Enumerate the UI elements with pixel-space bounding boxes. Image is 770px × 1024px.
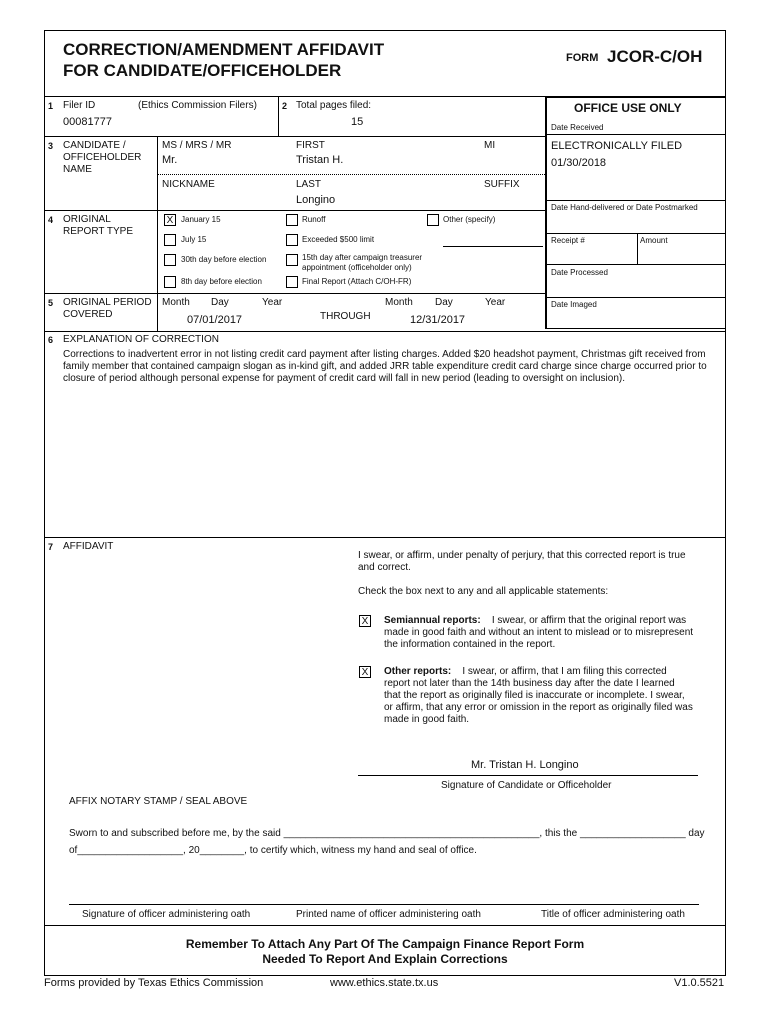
semiannual-checkbox[interactable]: X xyxy=(359,615,371,627)
day8-label: 8th day before election xyxy=(181,277,262,286)
footer-source: Forms provided by Texas Ethics Commission xyxy=(44,977,264,989)
from-date-value[interactable]: 07/01/2017 xyxy=(187,314,243,326)
runoff-checkbox[interactable] xyxy=(286,214,298,226)
notary-stamp-label: AFFIX NOTARY STAMP / SEAL ABOVE xyxy=(69,796,248,807)
filer-id-sublabel: (Ethics Commission Filers) xyxy=(138,100,257,111)
footer-version: V1.0.5521 xyxy=(674,977,725,989)
reminder-line-1: Remember To Attach Any Part Of The Campaign Finance Report Form xyxy=(185,937,585,951)
candidate-label-3: NAME xyxy=(63,164,92,175)
semiannual-title: Semiannual reports: xyxy=(384,615,481,626)
divider xyxy=(157,136,158,331)
day15-label-2: appointment (officeholder only) xyxy=(302,263,412,272)
from-month-label: Month xyxy=(162,297,190,308)
day30-checkbox[interactable] xyxy=(164,254,176,266)
explanation-label: EXPLANATION OF CORRECTION xyxy=(63,334,219,345)
section4-number: 4 xyxy=(48,215,54,225)
through-label: THROUGH xyxy=(320,311,371,322)
to-date-value[interactable]: 12/31/2017 xyxy=(410,314,466,326)
reminder-line-2: Needed To Report And Explain Corrections xyxy=(262,952,508,966)
july15-checkbox[interactable] xyxy=(164,234,176,246)
day15-checkbox[interactable] xyxy=(286,254,298,266)
section6-number: 6 xyxy=(48,335,54,345)
last-name-value[interactable]: Longino xyxy=(296,194,336,206)
exceeded-checkbox[interactable] xyxy=(286,234,298,246)
divider xyxy=(44,537,726,538)
divider xyxy=(545,233,726,234)
runoff-label: Runoff xyxy=(302,215,326,224)
other-label: Other (specify) xyxy=(443,215,496,224)
last-name-label: LAST xyxy=(296,179,322,190)
nickname-label: NICKNAME xyxy=(162,179,215,190)
form-code: JCOR-C/OH xyxy=(607,47,703,66)
office-use-title: OFFICE USE ONLY xyxy=(574,101,682,115)
hand-delivered-label: Date Hand-delivered or Date Postmarked xyxy=(551,203,698,212)
january15-label: January 15 xyxy=(181,215,221,224)
other-reports-title: Other reports: xyxy=(384,666,452,677)
to-month-label: Month xyxy=(385,297,413,308)
officer-signature-label: Signature of officer administering oath xyxy=(82,909,251,920)
divider xyxy=(545,297,726,298)
semiannual-statement xyxy=(384,615,694,651)
receipt-label: Receipt # xyxy=(551,236,585,245)
day30-label: 30th day before election xyxy=(181,255,267,264)
semiannual-text: I swear, or affirm that the original report was made in good faith and without an intent to mislead or to misrepresent the information contained in the report. xyxy=(384,615,694,650)
total-pages-label: Total pages filed: xyxy=(296,100,372,111)
date-received-label: Date Received xyxy=(551,123,604,132)
mi-label: MI xyxy=(484,140,496,151)
sworn-line-1[interactable]: Sworn to and subscribed before me, by the said ______________________________________________, this the ___________________ day xyxy=(69,828,705,839)
other-reports-text: I swear, or affirm, that I am filing this corrected report not later than the 14th business day after the date I learned that the report as originally filed is inaccurate or incomplete. I swear, or affirm, that any error or omission in the report as originally filed was made in good faith. xyxy=(384,666,693,725)
january15-checkbox[interactable]: X xyxy=(164,214,176,226)
form-label: FORM xyxy=(566,52,599,64)
date-processed-label: Date Processed xyxy=(551,268,608,277)
suffix-label: SUFFIX xyxy=(484,179,520,190)
july15-label: July 15 xyxy=(181,235,207,244)
form-title-line1: CORRECTION/AMENDMENT AFFIDAVIT xyxy=(63,40,385,59)
divider xyxy=(44,136,545,137)
divider xyxy=(637,233,638,264)
first-name-value[interactable]: Tristan H. xyxy=(296,154,344,166)
candidate-signature-line xyxy=(358,775,698,776)
filer-id-label: Filer ID xyxy=(63,100,96,111)
divider xyxy=(44,925,726,926)
period-label-1: ORIGINAL PERIOD xyxy=(63,297,152,308)
divider xyxy=(545,264,726,265)
amount-label: Amount xyxy=(640,236,668,245)
section5-number: 5 xyxy=(48,298,54,308)
prefix-label: MS / MRS / MR xyxy=(162,140,232,151)
signer-name[interactable]: Mr. Tristan H. Longino xyxy=(471,759,579,771)
day15-label-1: 15th day after campaign treasurer xyxy=(302,253,423,262)
other-specify-line[interactable] xyxy=(443,246,543,247)
section3-number: 3 xyxy=(48,141,54,151)
prefix-value[interactable]: Mr. xyxy=(162,154,178,166)
divider xyxy=(278,96,279,136)
divider xyxy=(545,200,726,201)
section1-number: 1 xyxy=(48,101,54,111)
officer-signature-line xyxy=(69,904,699,905)
section7-number: 7 xyxy=(48,542,54,552)
filing-date: 01/30/2018 xyxy=(551,157,607,169)
divider xyxy=(157,174,545,175)
other-reports-statement xyxy=(384,666,694,726)
officer-title-label: Title of officer administering oath xyxy=(541,909,685,920)
period-label-2: COVERED xyxy=(63,309,113,320)
from-day-label: Day xyxy=(211,297,229,308)
day8-checkbox[interactable] xyxy=(164,276,176,288)
section2-number: 2 xyxy=(282,101,288,111)
explanation-text[interactable]: Corrections to inadvertent error in not listing credit card payment after listing charges. Added $20 headshot payment, Christmas gift received from family member that contained campaign slogan as in-kind gift, and added JRR table expenditure credit card charge since charge occurred prior to closure of period although personal expense for payment of credit card will fall in new period (leading to oversight on inclusion). xyxy=(63,349,707,384)
swear-text: I swear, or affirm, under penalty of perjury, that this corrected report is true and correct. xyxy=(358,550,686,573)
other-reports-checkbox[interactable]: X xyxy=(359,666,371,678)
final-label: Final Report (Attach C/OH-FR) xyxy=(302,277,412,286)
to-year-label: Year xyxy=(485,297,506,308)
report-type-label-1: ORIGINAL xyxy=(63,214,111,225)
first-name-label: FIRST xyxy=(296,140,325,151)
divider xyxy=(44,293,545,294)
divider xyxy=(44,210,545,211)
candidate-signature-label: Signature of Candidate or Officeholder xyxy=(441,780,612,791)
affidavit-label: AFFIDAVIT xyxy=(63,541,114,552)
date-imaged-label: Date Imaged xyxy=(551,300,597,309)
candidate-label-2: OFFICEHOLDER xyxy=(63,152,142,163)
filing-status: ELECTRONICALLY FILED xyxy=(551,140,683,152)
divider xyxy=(44,331,726,332)
filer-id-value[interactable]: 00081777 xyxy=(63,116,112,128)
other-checkbox[interactable] xyxy=(427,214,439,226)
from-year-label: Year xyxy=(262,297,283,308)
check-instruction: Check the box next to any and all applicable statements: xyxy=(358,586,609,597)
report-type-label-2: REPORT TYPE xyxy=(63,226,134,237)
officer-printed-name-label: Printed name of officer administering oath xyxy=(296,909,481,920)
total-pages-value[interactable]: 15 xyxy=(351,116,364,128)
sworn-line-2[interactable]: of___________________, 20________, to certify which, witness my hand and seal of office. xyxy=(69,845,477,856)
footer-website[interactable]: www.ethics.state.tx.us xyxy=(330,977,439,989)
final-checkbox[interactable] xyxy=(286,276,298,288)
divider xyxy=(545,134,726,135)
to-day-label: Day xyxy=(435,297,453,308)
exceeded-label: Exceeded $500 limit xyxy=(302,235,375,244)
form-title-line2: FOR CANDIDATE/OFFICEHOLDER xyxy=(63,61,342,80)
candidate-label-1: CANDIDATE / xyxy=(63,140,126,151)
